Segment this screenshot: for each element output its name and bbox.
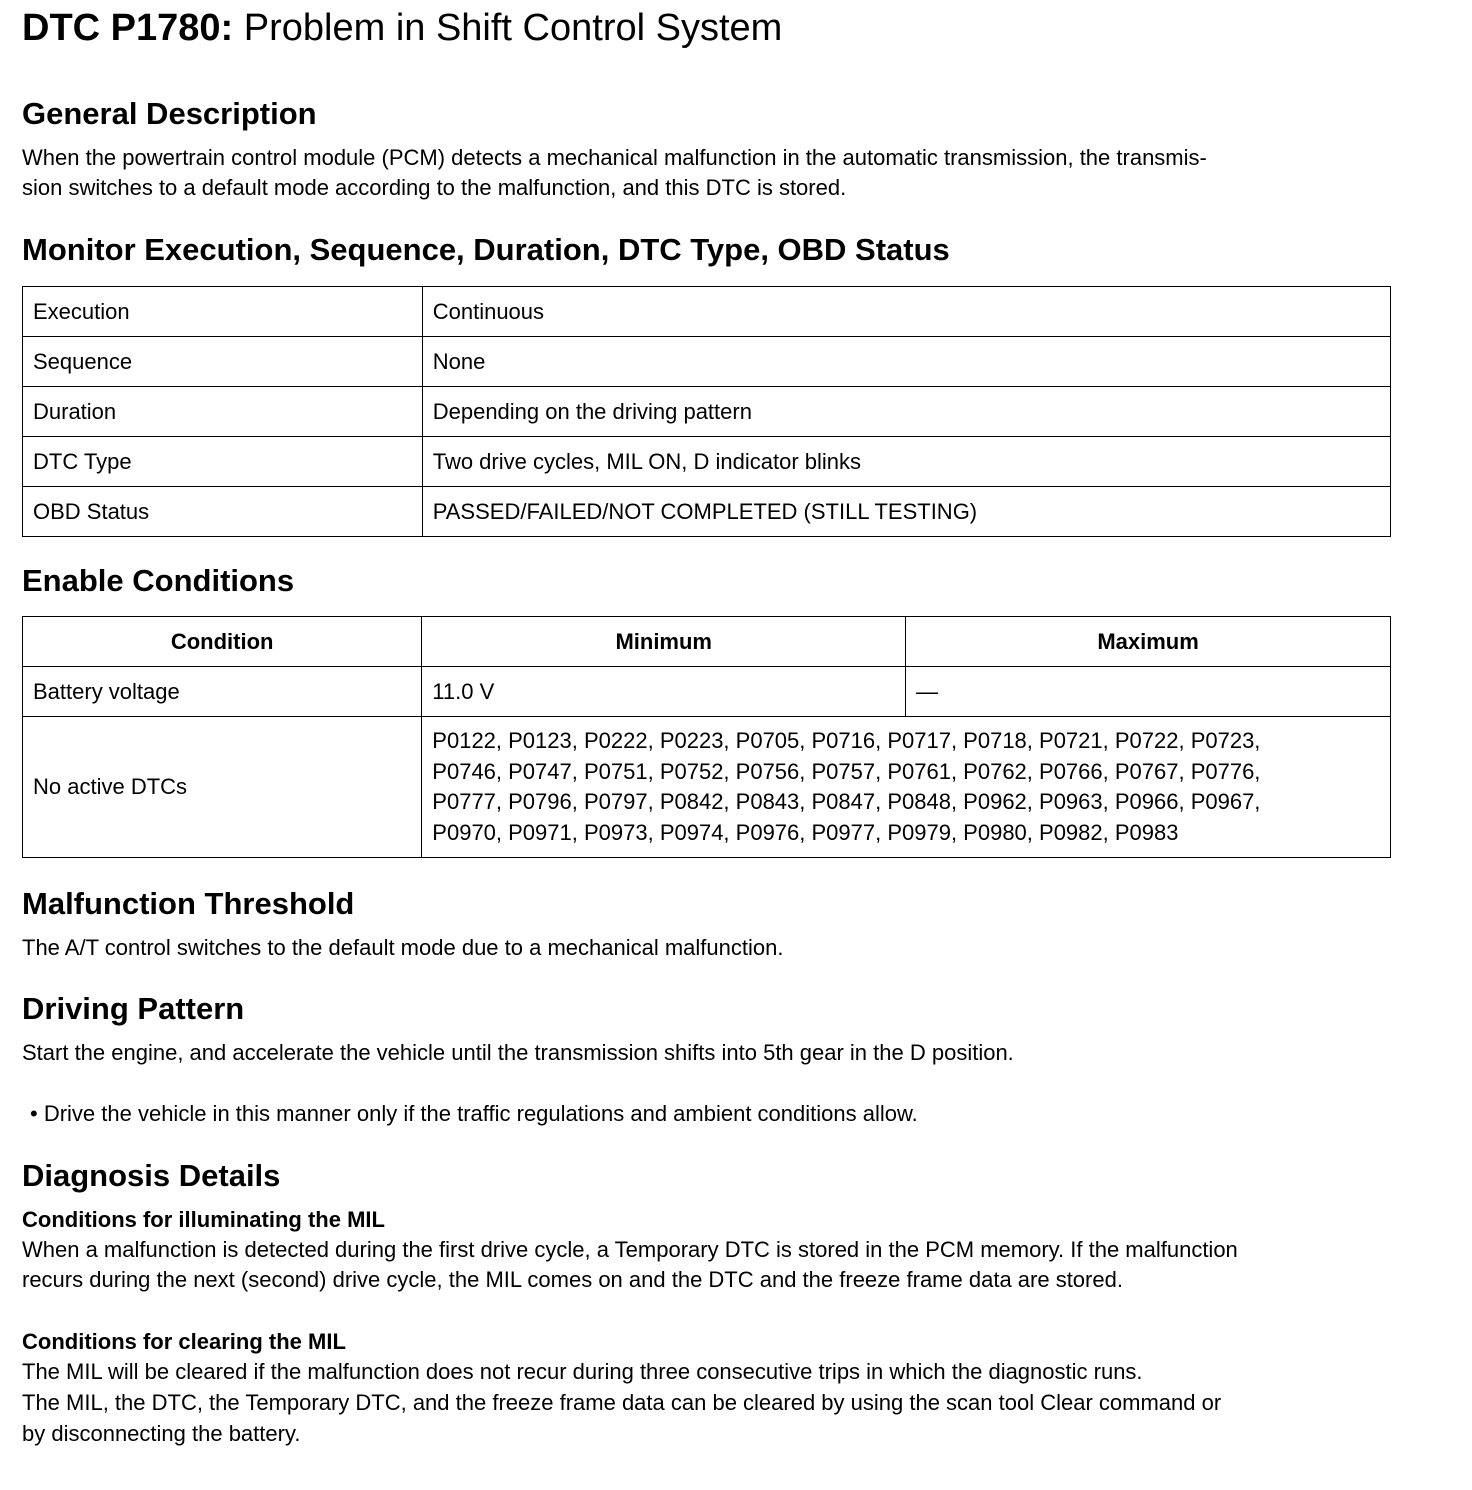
table-row — [23, 667, 1391, 717]
dtc-list-cell — [422, 717, 1391, 858]
clearing-mil-line-3: by disconnecting the battery. — [22, 1421, 301, 1446]
driving-pattern-heading: Driving Pattern — [22, 991, 245, 1026]
battery-voltage-label: Battery voltage — [23, 667, 422, 717]
table-row — [23, 717, 1391, 858]
clearing-mil-line-1: The MIL will be cleared if the malfunction does not recur during three consecutive trips in which the diagnostic runs. — [22, 1359, 1143, 1384]
general-description-line-2: sion switches to a default mode according to the malfunction, and this DTC is stored. — [22, 175, 847, 200]
page-title — [22, 6, 782, 50]
enable-conditions-heading: Enable Conditions — [22, 563, 295, 598]
dtc-title-text: Problem in Shift Control System — [243, 7, 783, 49]
column-header-maximum: Maximum — [906, 617, 1391, 667]
driving-pattern-text: Start the engine, and accelerate the vehicle until the transmission shifts into 5th gear in the D position. — [22, 1040, 1014, 1065]
battery-voltage-max: — — [906, 667, 1391, 717]
monitor-label: OBD Status — [23, 487, 423, 537]
table-row — [23, 487, 1391, 537]
monitor-heading: Monitor Execution, Sequence, Duration, DTC Type, OBD Status — [22, 232, 950, 267]
monitor-label: Execution — [23, 287, 423, 337]
table-header-row — [23, 617, 1391, 667]
table-row — [23, 287, 1391, 337]
table-row — [23, 437, 1391, 487]
general-description-line-1: When the powertrain control module (PCM) detects a mechanical malfunction in the automatic transmission, the transmis- — [22, 145, 1207, 170]
dtc-code: DTC P1780: — [22, 7, 234, 49]
battery-voltage-min: 11.0 V — [422, 667, 906, 717]
dtc-list-line: P0746, P0747, P0751, P0752, P0756, P0757, P0761, P0762, P0766, P0767, P0776, — [432, 758, 1261, 784]
no-active-dtcs-label: No active DTCs — [23, 717, 422, 858]
driving-pattern-bullet: • Drive the vehicle in this manner only if the traffic regulations and ambient conditions allow. — [30, 1101, 918, 1126]
dtc-list-line: P0777, P0796, P0797, P0842, P0843, P0847, P0848, P0962, P0963, P0966, P0967, — [432, 789, 1261, 814]
illuminating-mil-line-2: recurs during the next (second) drive cycle, the MIL comes on and the DTC and the freeze frame data are stored. — [22, 1267, 1123, 1292]
illuminating-mil-heading: Conditions for illuminating the MIL — [22, 1207, 385, 1232]
monitor-value: None — [422, 337, 1390, 387]
malfunction-threshold-text: The A/T control switches to the default mode due to a mechanical malfunction. — [22, 935, 784, 960]
malfunction-threshold-heading: Malfunction Threshold — [22, 886, 355, 921]
monitor-label: Duration — [23, 387, 423, 437]
monitor-value: PASSED/FAILED/NOT COMPLETED (STILL TESTING) — [422, 487, 1390, 537]
table-row — [23, 337, 1391, 387]
diagnosis-details-heading: Diagnosis Details — [22, 1158, 281, 1193]
monitor-label: DTC Type — [23, 437, 423, 487]
clearing-mil-heading: Conditions for clearing the MIL — [22, 1329, 346, 1354]
illuminating-mil-line-1: When a malfunction is detected during the first drive cycle, a Temporary DTC is stored in the PCM memory. If the malfunction — [22, 1237, 1238, 1262]
monitor-value: Depending on the driving pattern — [422, 387, 1390, 437]
monitor-label: Sequence — [23, 337, 423, 387]
dtc-list-line: P0122, P0123, P0222, P0223, P0705, P0716, P0717, P0718, P0721, P0722, P0723, — [432, 728, 1261, 753]
general-description-heading: General Description — [22, 96, 317, 131]
column-header-condition: Condition — [23, 617, 422, 667]
monitor-value: Two drive cycles, MIL ON, D indicator blinks — [422, 437, 1390, 487]
column-header-minimum: Minimum — [422, 617, 906, 667]
monitor-value: Continuous — [422, 287, 1390, 337]
dtc-list-line: P0970, P0971, P0973, P0974, P0976, P0977, P0979, P0980, P0982, P0983 — [432, 819, 1179, 845]
enable-conditions-table — [22, 616, 1391, 858]
table-row — [23, 387, 1391, 437]
monitor-table — [22, 286, 1391, 537]
clearing-mil-line-2: The MIL, the DTC, the Temporary DTC, and the freeze frame data can be cleared by using the scan tool Clear command or — [22, 1390, 1222, 1415]
